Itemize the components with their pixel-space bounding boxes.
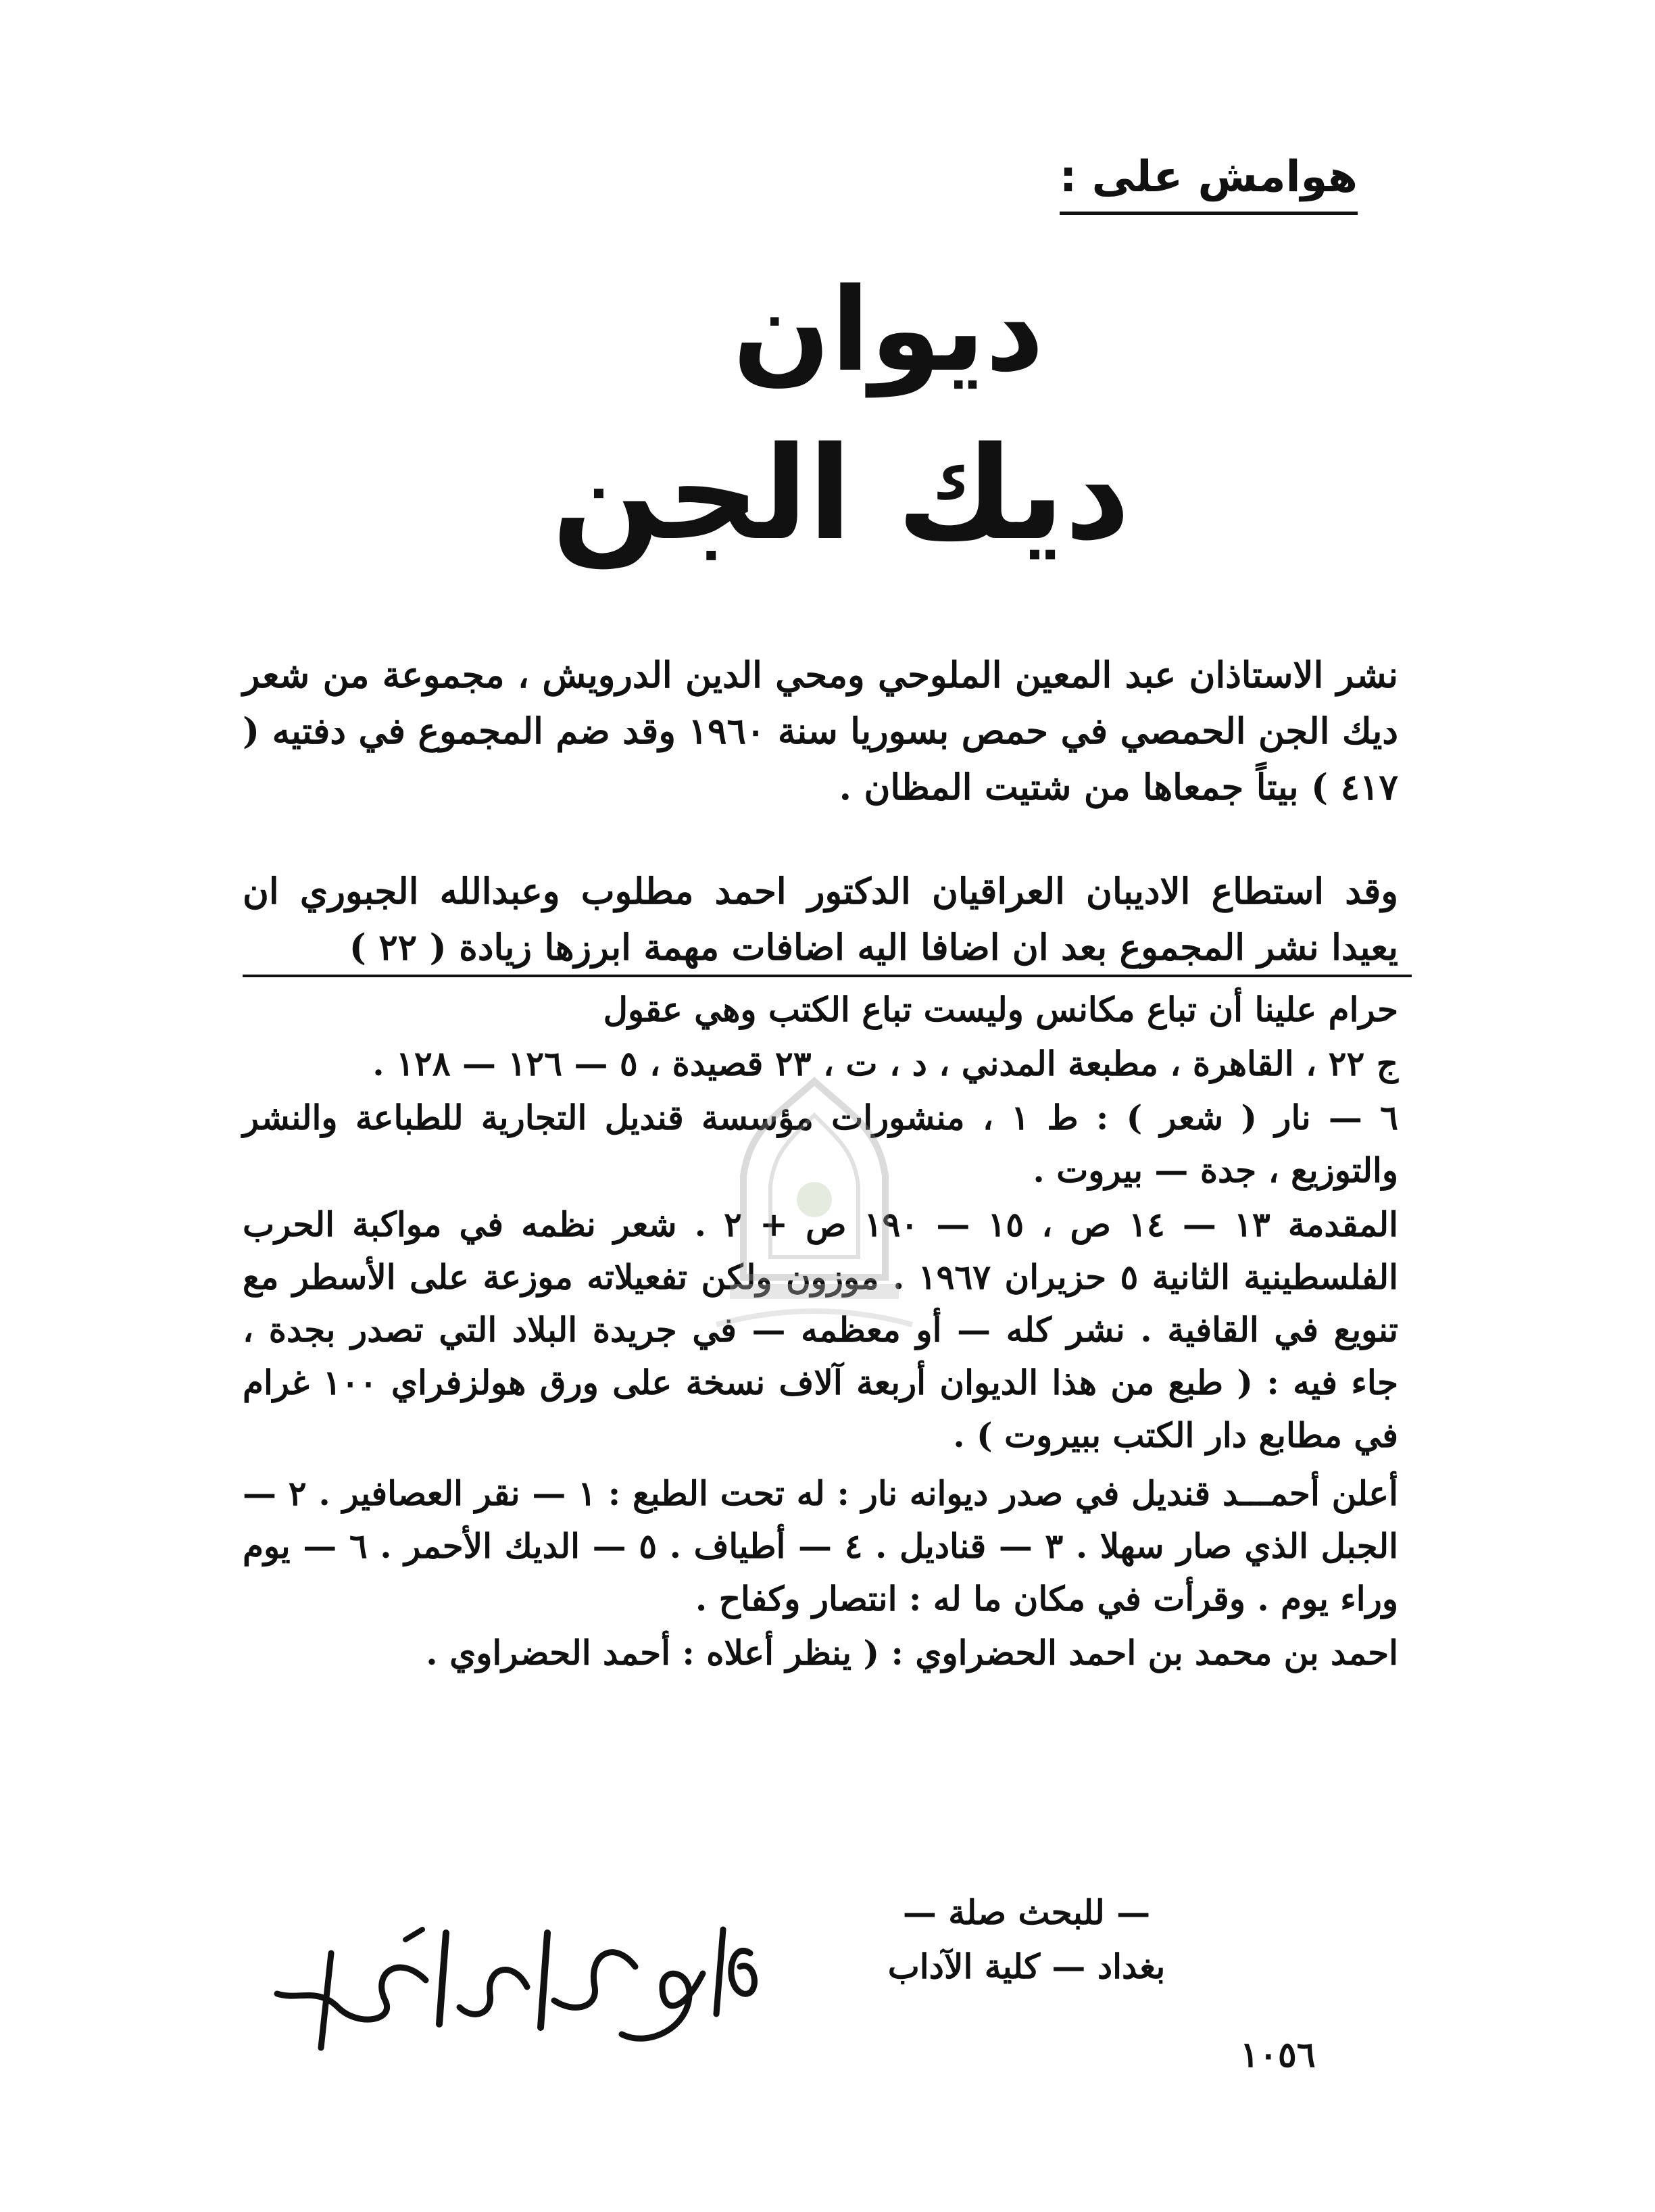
institution: بغداد — كلية الآداب [887, 1946, 1166, 1986]
footnote-line-2: ج ٢٢ ، القاهرة ، مطبعة المدني ، د ، ت ، ٢٣ قصيدة ، ٥ — ١٢٦ — ١٢٨ . [372, 1043, 1398, 1083]
footnote-line-4: المقدمة ١٣ — ١٤ ص ، ١٥ — ١٩٠ ص + ٢ . شعر نظمه في مواكبة الحرب الفلسطينية الثانية ٥ حزيران ١٩٦٧ . موزون ولكن تفعيلاته موزعة على الأسطر مع تنويع في القافية . نشر كله — أو معظمه — في جريدة البلاد التي تصدر بجدة ، جاء فيه : ( طبع من هذا الديوان أربعة آلاف نسخة على ورق هولزفراي ١٠٠ غرام في مطابع دار الكتب ببيروت ) . [243, 1204, 1398, 1455]
to-be-continued: — للبحث صلة — [902, 1892, 1151, 1932]
title-line-1: ديوان [732, 264, 1045, 397]
section-label: هوامش على : [1060, 152, 1358, 215]
intro-paragraph-2: وقد استطاع الاديبان العراقيان الدكتور احمد مطلوب وعبدالله الجبوري ان يعيدا نشر المجموع بعد ان اضافا اليه اضافات مهمة ابرزها زيادة ( ٢٢ ) [243, 870, 1398, 968]
footnote-line-6: احمد بن محمد بن احمد الحضراوي : ( ينظر أعلاه : أحمد الحضراوي . [426, 1633, 1398, 1673]
footnote-line-5: أعلن أحمـــد قنديل في صدر ديوانه نار : له تحت الطبع : ١ — نقر العصافير . ٢ — الجبل الذي صار سهلا . ٣ — قناديل . ٤ — أطياف . ٥ — الديك الأحمر . ٦ — يوم وراء يوم . وقرأت في مكان ما له : انتصار وكفاح . [243, 1473, 1398, 1619]
page-number: ١٠٥٦ [1240, 2034, 1316, 2075]
footnote-line-3: ٦ — نار ( شعر ) : ط ١ ، منشورات مؤسسة قنديل التجارية للطباعة والنشر والتوزيع ، جدة — بيروت . [243, 1098, 1398, 1190]
signature-text [257, 1913, 770, 2082]
affiliation [837, 1886, 1216, 1994]
footnote-verse: حرام علينا أن تباع مكانس وليست تباع الكتب وهي عقول [603, 989, 1398, 1029]
title-line-2: ديك الجن [551, 419, 1131, 568]
footnote-divider [243, 975, 1412, 977]
author-signature [257, 1913, 770, 2082]
library-stamp-watermark [703, 1075, 926, 1338]
intro-paragraph-1: نشر الاستاذان عبد المعين الملوحي ومحي الدين الدرويش ، مجموعة من شعر ديك الجن الحمصي في حمص بسوريا سنة ١٩٦٠ وقد ضم المجموع في دفتيه ( ٤١٧ ) بيتاً جمعاها من شتيت المظان . [243, 654, 1398, 808]
